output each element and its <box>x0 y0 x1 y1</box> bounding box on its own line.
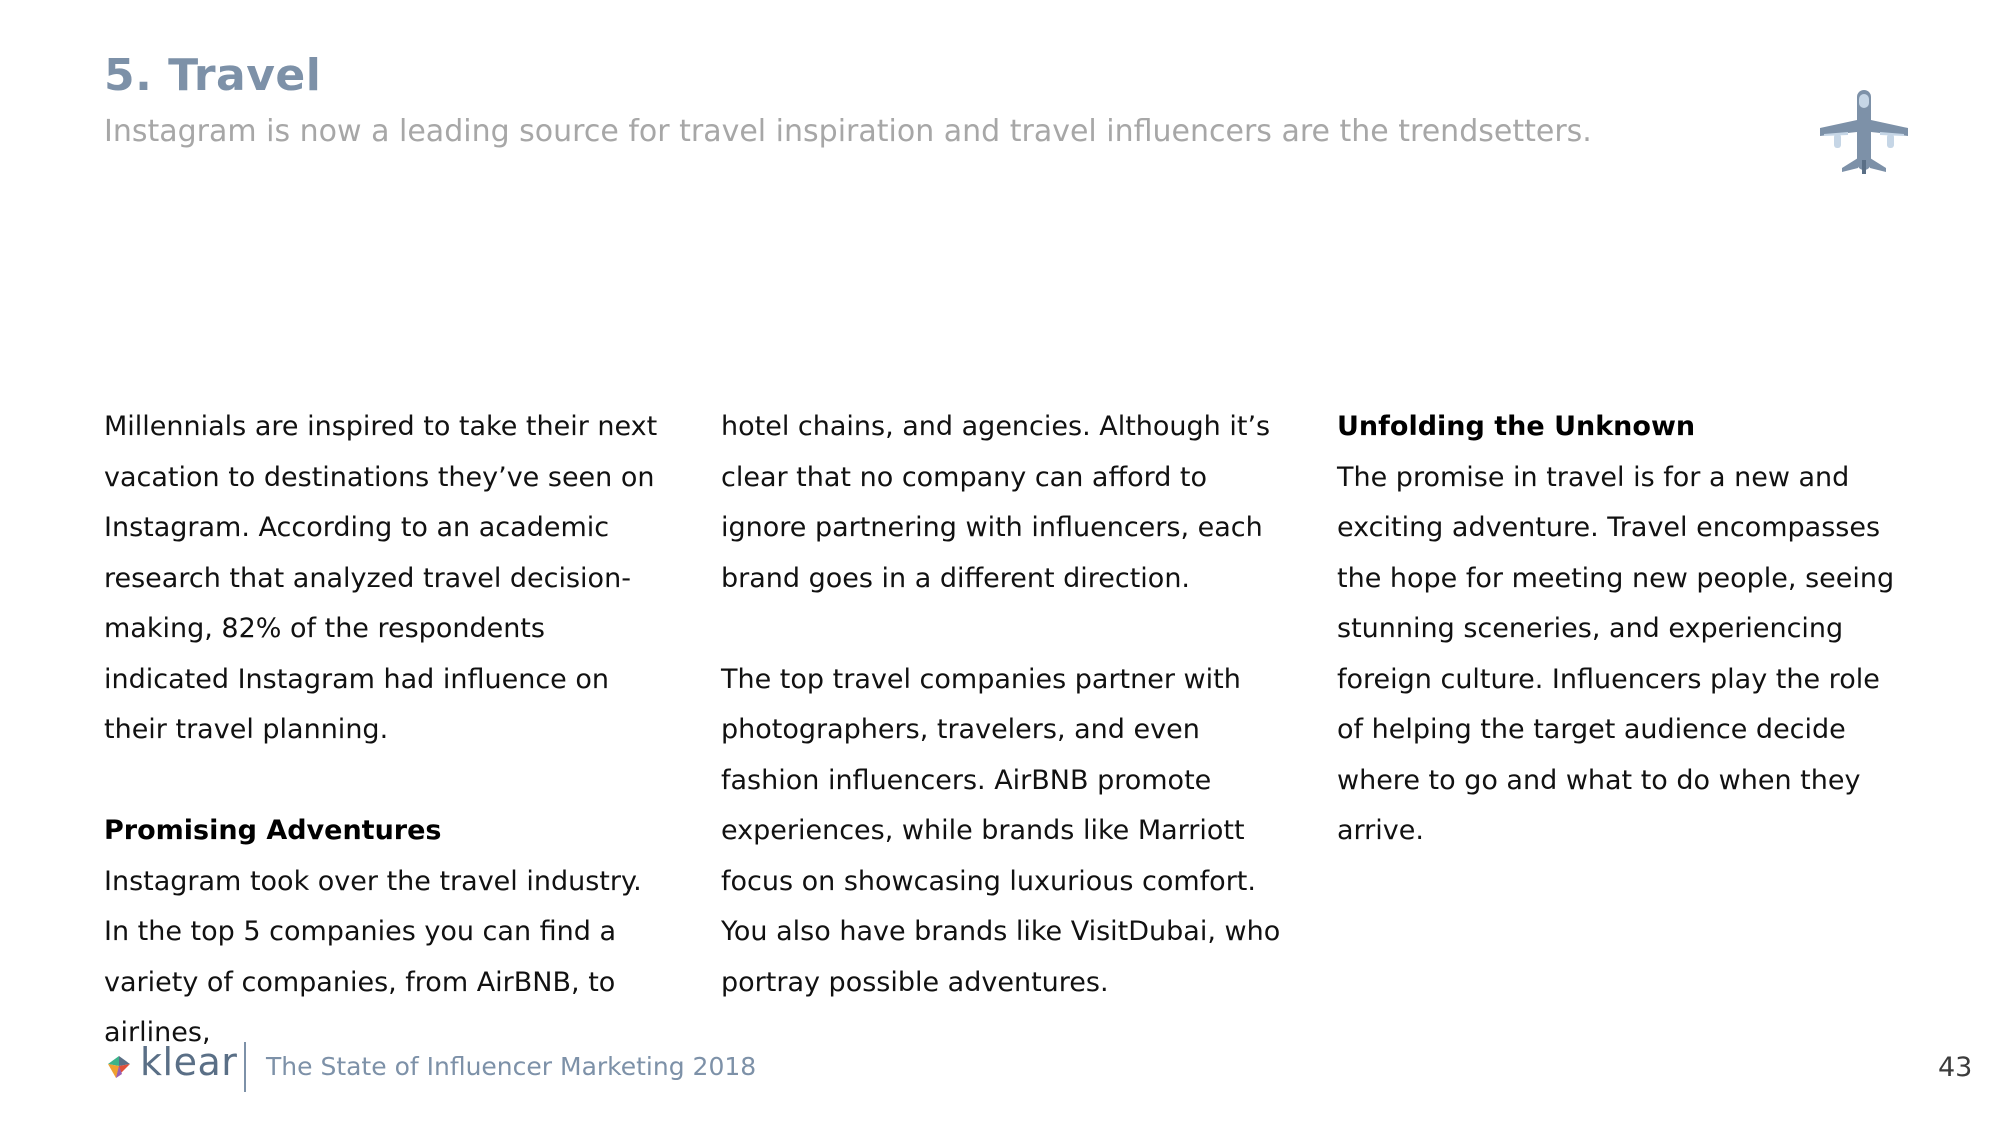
paragraph: The promise in travel is for a new and exciting adventure. Travel encompasses the hope for meeting new people, seeing stunning sceneries, and experiencing foreign culture. Influencers play the role of helping the target audience decide where to go and what to do when they arrive. <box>1337 461 1895 846</box>
paragraph: hotel chains, and agencies. Although it’s clear that no company can afford to ignore partnering with influencers, each brand goes in a different direction. <box>721 411 1271 594</box>
page-subtitle: Instagram is now a leading source for travel inspiration and travel influencers are the trendsetters. <box>104 114 1592 149</box>
paragraph: Instagram took over the travel industry. In the top 5 companies you can find a variety of companies, from AirBNB, to airlines, <box>104 865 642 1048</box>
section-heading: Promising Adventures <box>104 815 442 846</box>
footer <box>104 1040 1984 1096</box>
column-3 <box>1337 402 1897 857</box>
paragraph: The top travel companies partner with photographers, travelers, and even fashion influencers. AirBNB promote experiences, while brands like Marriott focus on showcasing luxurious comfort. You also have brands like VisitDubai, who portray possible adventures. <box>721 663 1281 998</box>
klear-logo-icon <box>104 1052 134 1082</box>
report-title: The State of Influencer Marketing 2018 <box>266 1052 757 1081</box>
page-number: 43 <box>1938 1052 1973 1083</box>
body-columns <box>104 402 1924 1048</box>
logo-wordmark: klear <box>140 1040 238 1084</box>
column-1 <box>104 402 664 1059</box>
footer-divider <box>244 1042 246 1092</box>
paragraph: Millennials are inspired to take their next vacation to destinations they’ve seen on Instagram. According to an academic research that analyzed travel decision-making, 82% of the respondents indicated Instagram had influence on their travel planning. <box>104 411 658 745</box>
section-heading: Unfolding the Unknown <box>1337 411 1696 442</box>
column-2 <box>721 402 1281 1008</box>
page-title: 5. Travel <box>104 50 322 101</box>
airplane-icon <box>1818 88 1910 176</box>
